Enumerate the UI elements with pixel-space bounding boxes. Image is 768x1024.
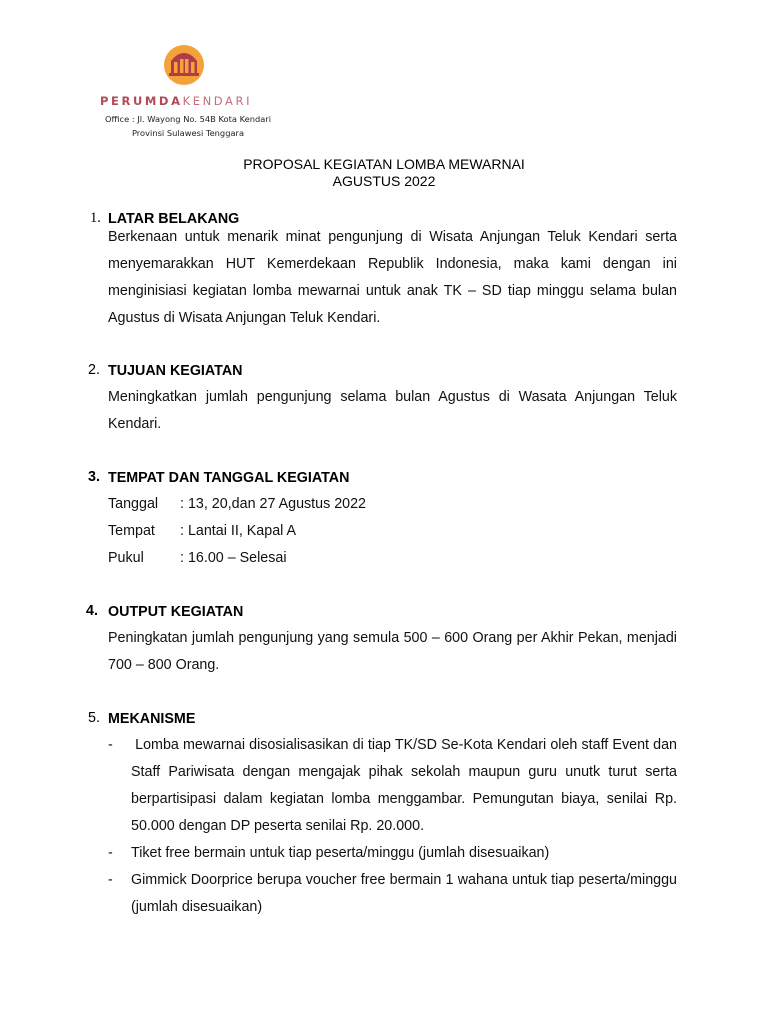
section-heading: LATAR BELAKANG <box>108 211 240 227</box>
section-number: 4. <box>86 603 98 619</box>
section-heading: TEMPAT DAN TANGGAL KEGIATAN <box>108 470 350 486</box>
perumda-emblem-icon <box>163 44 205 86</box>
document-title <box>0 156 768 190</box>
detail-label: Tanggal <box>108 496 159 512</box>
detail-label: Tempat <box>108 523 155 539</box>
bullet-item: Lomba mewarnai disosialisasikan di tiap TK/SD Se-Kota Kendari oleh staff Event dan Staff Pariwisata dengan mengajak pihak sekolah maupun guru unutk turut serta berpartisipasi dalam kegiatan lomba menggambar. Pemungutan biaya, senilai Rp. 50.000 dengan DP peserta senilai Rp. 20.000. <box>131 737 681 834</box>
bullet-dash: - <box>108 872 113 888</box>
section-heading: MEKANISME <box>108 711 196 727</box>
logo-wordmark: PERUMDAKENDARI <box>100 94 253 108</box>
section-paragraph: Meningkatkan jumlah pengunjung selama bulan Agustus di Wasata Anjungan Teluk Kendari. <box>108 389 677 432</box>
section-paragraph: Berkenaan untuk menarik minat pengunjung di Wisata Anjungan Teluk Kendari serta menyemarakkan HUT Kemerdekaan Republik Indonesia, maka kami dengan ini menginisiasi kegiatan lomba mewarnai untuk anak TK – SD tiap minggu selama bulan Agustus di Wisata Anjungan Teluk Kendari. <box>108 229 677 326</box>
section-number: 1. <box>90 210 101 226</box>
detail-row-pukul <box>108 545 287 572</box>
bullet-item: Tiket free bermain untuk tiap peserta/minggu (jumlah disesuaikan) <box>131 845 550 861</box>
section-heading: TUJUAN KEGIATAN <box>108 363 243 379</box>
section-heading: OUTPUT KEGIATAN <box>108 604 244 620</box>
office-address-line2: Provinsi Sulawesi Tenggara <box>131 128 245 138</box>
detail-row-tanggal <box>108 491 366 518</box>
detail-value: : 13, 20,dan 27 Agustus 2022 <box>180 496 367 512</box>
office-address-line1: Office : Jl. Wayong No. 54B Kota Kendari <box>104 114 272 124</box>
title-line1: PROPOSAL KEGIATAN LOMBA MEWARNAI <box>243 156 525 172</box>
section-number: 5. <box>88 710 100 726</box>
bullet-dash: - <box>108 845 113 861</box>
bullet-item: Gimmick Doorprice berupa voucher free bermain 1 wahana untuk tiap peserta/minggu (jumlah disesuaikan) <box>131 872 677 915</box>
section-number: 2. <box>88 362 100 378</box>
bullet-dash: - <box>108 737 113 753</box>
title-line2: AGUSTUS 2022 <box>332 173 436 189</box>
detail-value: : 16.00 – Selesai <box>180 550 287 566</box>
detail-row-tempat <box>108 518 296 545</box>
section-paragraph: Peningkatan jumlah pengunjung yang semula 500 – 600 Orang per Akhir Pekan, menjadi 700 – 800 Orang. <box>108 630 677 673</box>
office-address <box>88 112 288 140</box>
section-number: 3. <box>88 469 100 485</box>
detail-value: : Lantai II, Kapal A <box>180 523 297 539</box>
detail-label: Pukul <box>108 550 144 566</box>
